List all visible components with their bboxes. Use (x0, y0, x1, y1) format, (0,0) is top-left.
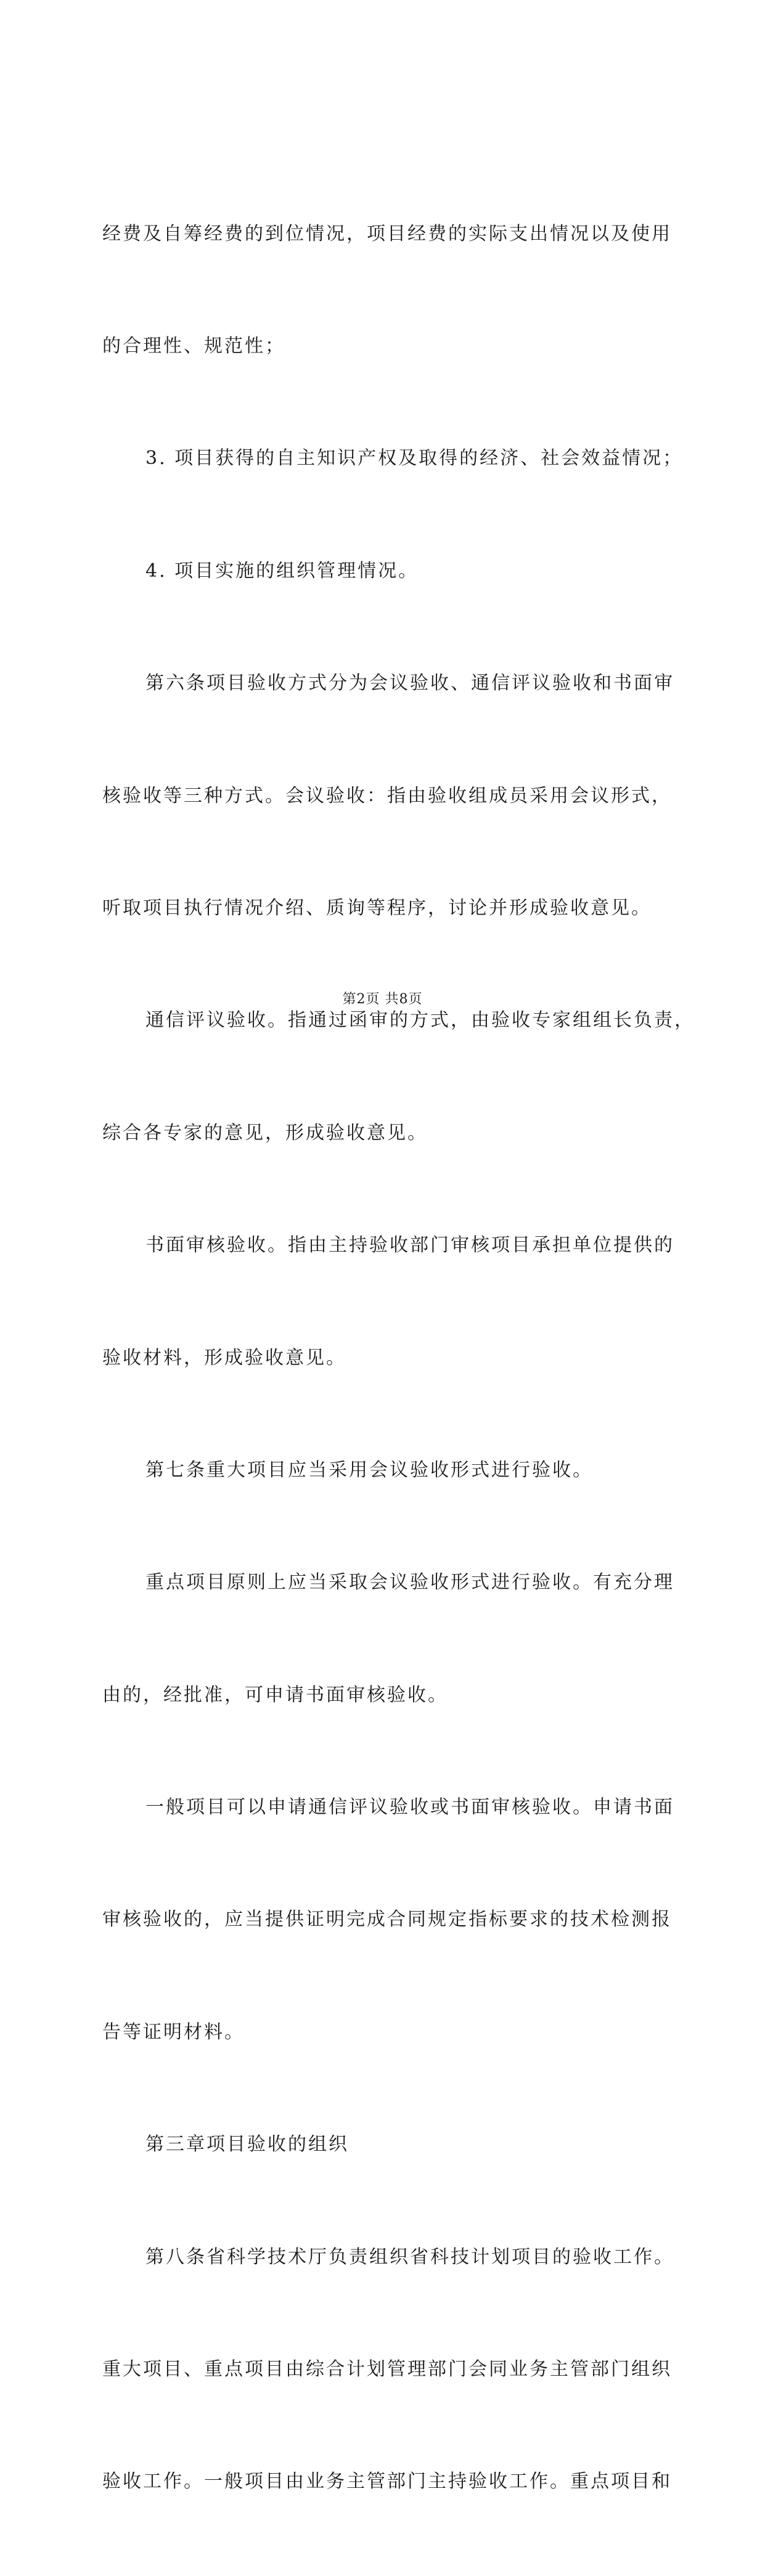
text-line: 书面审核验收。指由主持验收部门审核项目承担单位提供的 (145, 1234, 674, 1257)
text-line: 验收材料，形成验收意见。 (102, 1347, 346, 1369)
text-line: 第七条重大项目应当采用会议验收形式进行验收。 (145, 1459, 593, 1481)
chapter-heading: 第三章项目验收的组织 (145, 2134, 349, 2156)
text-line: 由的，经批准，可申请书面审核验收。 (102, 1684, 448, 1706)
text-line: 4. 项目实施的组织管理情况。 (145, 560, 419, 582)
body-paragraphs (102, 141, 695, 2576)
text-line: 重大项目、重点项目由综合计划管理部门会同业务主管部门组织 (102, 2358, 672, 2381)
text-line: 第六条项目验收方式分为会议验收、通信评议验收和书面审 (145, 672, 674, 695)
text-line: 通信评议验收。指通过函审的方式，由验收专家组组长负责， (145, 1009, 695, 1032)
text-line: 审核验收的，应当提供证明完成合同规定指标要求的技术检测报 (102, 1909, 672, 1931)
text-line: 经费及自筹经费的到位情况，项目经费的实际支出情况以及使用 (102, 222, 672, 245)
text-line: 验收工作。一般项目由业务主管部门主持验收工作。重点项目和 (102, 2471, 672, 2493)
text-line: 3. 项目获得的自主知识产权及取得的经济、社会效益情况； (145, 447, 684, 470)
text-line: 的合理性、规范性； (102, 335, 285, 357)
text-line: 第八条省科学技术厅负责组织省科技计划项目的验收工作。 (145, 2246, 674, 2268)
text-line: 核验收等三种方式。会议验收：指由验收组成员采用会议形式， (102, 785, 672, 807)
page-number-footer: 第2页 共8页 (342, 992, 423, 1007)
text-line: 告等证明材料。 (102, 2021, 245, 2043)
text-line: 一般项目可以申请通信评议验收或书面审核验收。申请书面 (145, 1796, 674, 1819)
document-body (102, 141, 695, 2576)
text-line: 综合各专家的意见，形成验收意见。 (102, 1122, 428, 1144)
text-line: 听取项目执行情况介绍、质询等程序，讨论并形成验收意见。 (102, 897, 652, 919)
text-line: 重点项目原则上应当采取会议验收形式进行验收。有充分理 (145, 1571, 674, 1594)
